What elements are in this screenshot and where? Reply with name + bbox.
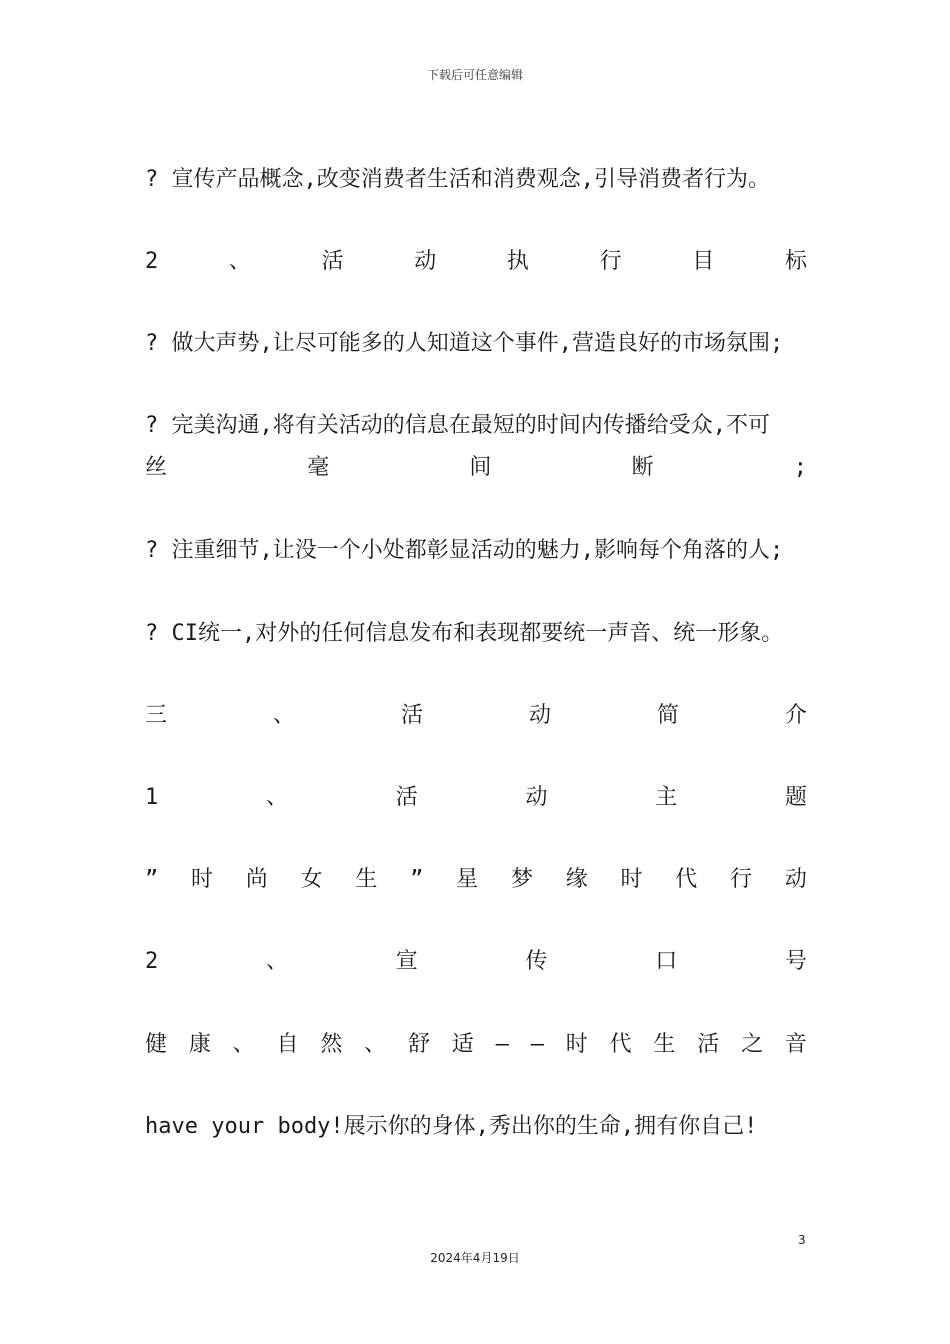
text-token: 活 bbox=[697, 1032, 720, 1057]
text-token: 女 bbox=[300, 867, 323, 892]
text-token: 适 bbox=[451, 1032, 474, 1057]
section-heading bbox=[145, 701, 807, 731]
text-token: 题 bbox=[784, 785, 807, 810]
footer-date: 2024年4月19日 bbox=[430, 1251, 520, 1265]
text-token: 生 bbox=[653, 1032, 676, 1057]
text-token: 活 bbox=[395, 785, 418, 810]
text-token: 、 bbox=[265, 785, 288, 810]
text-token: 三 bbox=[145, 703, 168, 728]
text-token: — bbox=[530, 1032, 544, 1057]
text-token: 时 bbox=[620, 867, 643, 892]
text-token: 音 bbox=[784, 1032, 807, 1057]
text-token: 生 bbox=[355, 867, 378, 892]
text-token: 健 bbox=[145, 1032, 168, 1057]
text-line-13: have your body!展示你的身体,秀出你的生命,拥有你自己! bbox=[145, 1114, 758, 1139]
text-token: ” bbox=[145, 867, 159, 892]
text-token: 断 bbox=[631, 455, 654, 480]
text-token: 行 bbox=[730, 867, 753, 892]
text-token: 标 bbox=[784, 249, 807, 274]
text-token: 口 bbox=[655, 949, 678, 974]
text-token: 、 bbox=[228, 249, 251, 274]
text-line-1: ? 宣传产品概念,改变消费者生活和消费观念,引导消费者行为。 bbox=[145, 167, 770, 192]
text-token: 间 bbox=[469, 455, 492, 480]
text-token: 动 bbox=[528, 703, 551, 728]
text-token: 宣 bbox=[395, 949, 418, 974]
text-token: 2 bbox=[145, 949, 159, 974]
text-token: 号 bbox=[784, 949, 807, 974]
text-line-5 bbox=[145, 453, 807, 483]
text-token: 、 bbox=[232, 1032, 255, 1057]
text-token: 之 bbox=[741, 1032, 764, 1057]
text-token: 动 bbox=[525, 785, 548, 810]
text-token: 活 bbox=[400, 703, 423, 728]
text-token: 丝 bbox=[145, 455, 168, 480]
text-token: 活 bbox=[321, 249, 344, 274]
text-token: ; bbox=[793, 455, 807, 480]
text-token: ” bbox=[410, 867, 424, 892]
text-token: 传 bbox=[525, 949, 548, 974]
text-line-7: ? CI统一,对外的任何信息发布和表现都要统一声音、统一形象。 bbox=[145, 621, 784, 646]
text-token: 然 bbox=[320, 1032, 343, 1057]
text-token: 、 bbox=[265, 949, 288, 974]
text-token: 毫 bbox=[307, 455, 330, 480]
text-token: 1 bbox=[145, 785, 159, 810]
text-line-4: ? 完美沟通,将有关活动的信息在最短的时间内传播给受众,不可 bbox=[145, 413, 770, 438]
page-header: 下载后可任意编辑 bbox=[426, 68, 523, 82]
text-line-6: ? 注重细节,让没一个小处都彰显活动的魅力,影响每个角落的人; bbox=[145, 538, 784, 563]
text-token: 代 bbox=[675, 867, 698, 892]
slogan-text bbox=[145, 1030, 807, 1060]
text-token: 缘 bbox=[565, 867, 588, 892]
text-token: 动 bbox=[784, 867, 807, 892]
text-token: 、 bbox=[272, 703, 295, 728]
text-token: 行 bbox=[599, 249, 622, 274]
text-token: 梦 bbox=[510, 867, 533, 892]
text-token: 舒 bbox=[407, 1032, 430, 1057]
text-token: 目 bbox=[692, 249, 715, 274]
text-token: 时 bbox=[191, 867, 214, 892]
subheading-theme bbox=[145, 783, 807, 813]
text-token: — bbox=[495, 1032, 509, 1057]
text-line-3: ? 做大声势,让尽可能多的人知道这个事件,营造良好的市场氛围; bbox=[145, 331, 784, 356]
text-token: 主 bbox=[655, 785, 678, 810]
text-token: 动 bbox=[414, 249, 437, 274]
theme-text bbox=[145, 865, 807, 895]
text-token: 康 bbox=[188, 1032, 211, 1057]
text-token: 尚 bbox=[245, 867, 268, 892]
text-token: 执 bbox=[506, 249, 529, 274]
text-token: 星 bbox=[456, 867, 479, 892]
text-token: 时 bbox=[565, 1032, 588, 1057]
text-token: 、 bbox=[364, 1032, 387, 1057]
text-token: 介 bbox=[784, 703, 807, 728]
text-token: 简 bbox=[656, 703, 679, 728]
subheading-slogan bbox=[145, 947, 807, 977]
page-number: 3 bbox=[798, 1233, 806, 1247]
text-token: 代 bbox=[609, 1032, 632, 1057]
text-token: 自 bbox=[276, 1032, 299, 1057]
text-line-2 bbox=[145, 247, 807, 277]
text-token: 2 bbox=[145, 249, 159, 274]
